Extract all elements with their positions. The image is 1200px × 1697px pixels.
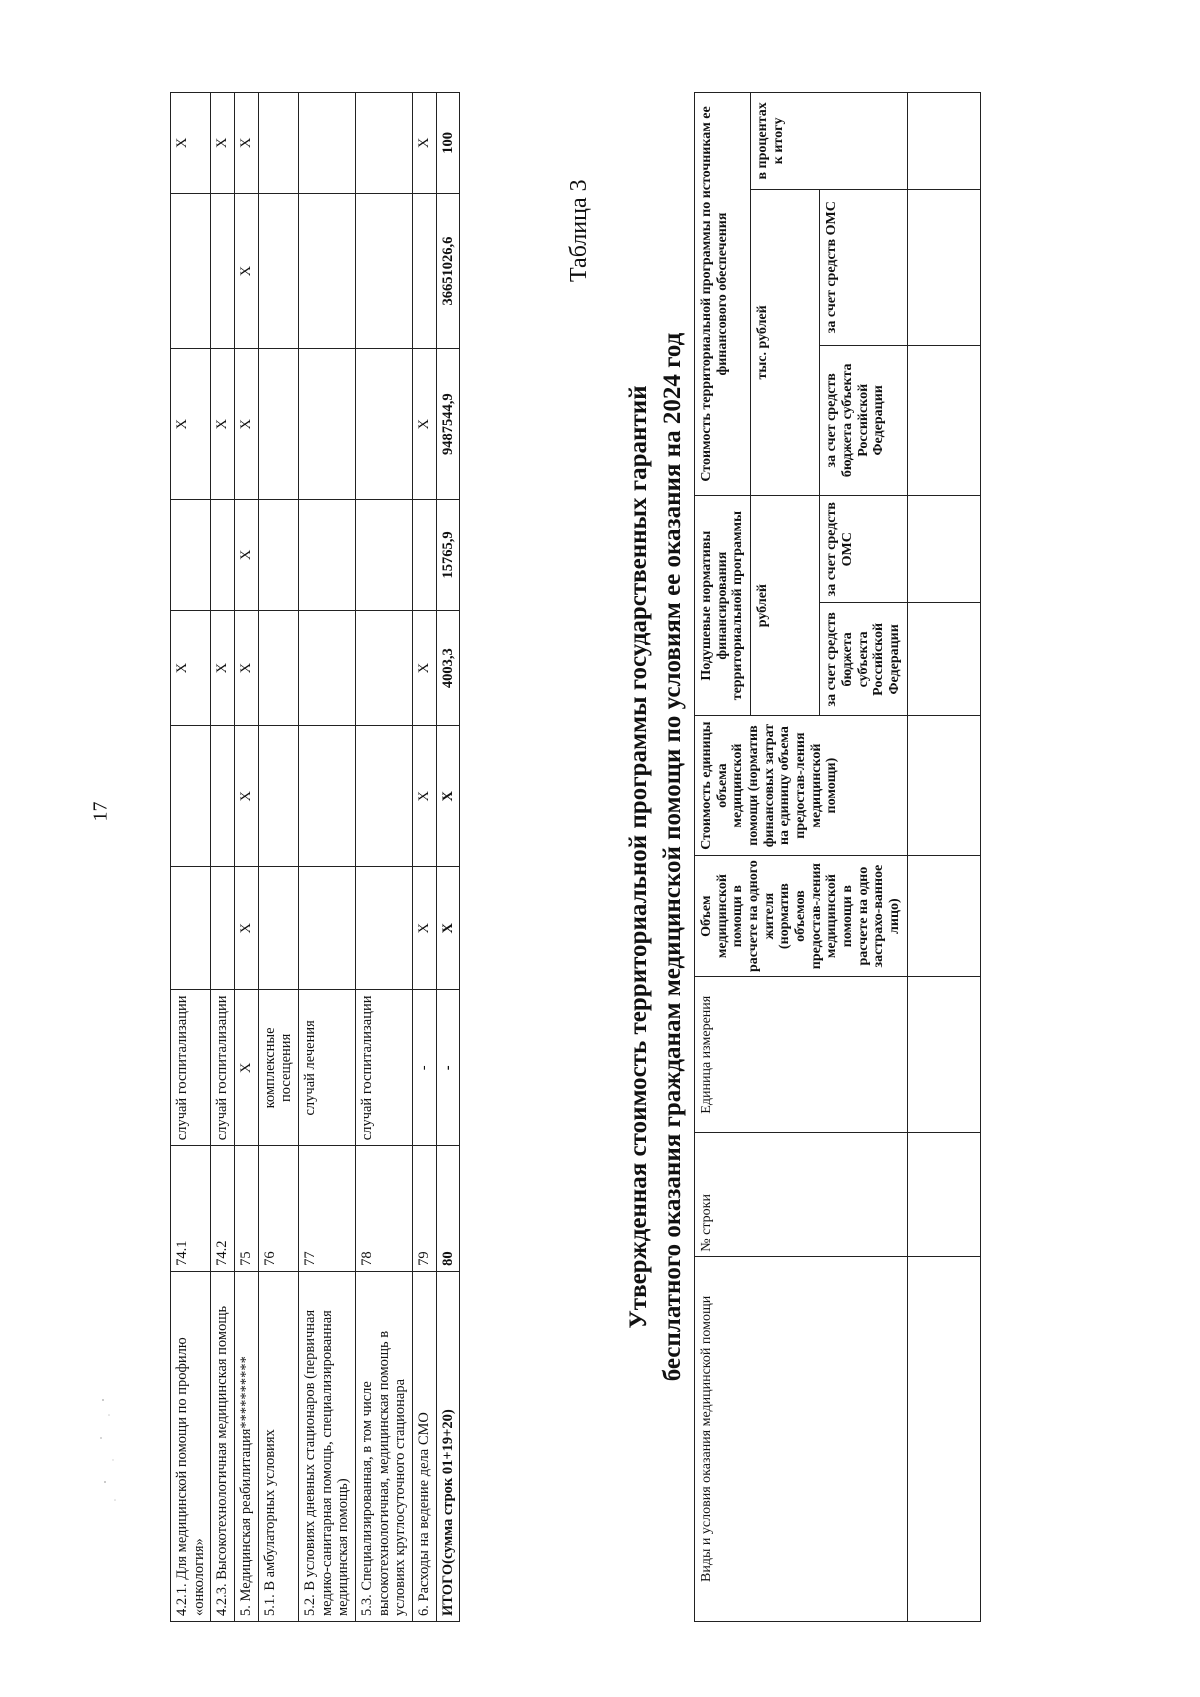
cell-percent: X — [211, 93, 235, 194]
cell-cost — [171, 726, 211, 866]
cell-cost: X — [235, 726, 259, 866]
scan-artifact — [95, 1390, 125, 1510]
cell-norm-oms — [356, 500, 413, 611]
header-per-capita: Подушевые нормативы финансирования территориальной программы — [695, 496, 751, 716]
cell-name: 5.2. В условиях дневных стационаров (первичная медико-санитарная помощь, специализированная медицинская помощь) — [299, 1271, 356, 1621]
cell-unit: случай лечения — [299, 990, 356, 1146]
table-row — [171, 93, 211, 1622]
cell-norm-budget: X — [235, 610, 259, 726]
cell-percent: X — [413, 93, 437, 194]
cell-norm-budget — [299, 610, 356, 726]
cell-volume: X — [413, 866, 437, 990]
cell-line: 79 — [413, 1146, 437, 1272]
cell-total-budget: X — [235, 349, 259, 500]
cell-line: 74.2 — [211, 1146, 235, 1272]
table-row — [436, 93, 460, 1622]
rotated-content — [170, 92, 1070, 1622]
cell-line: 75 — [235, 1146, 259, 1272]
header-oms-2: за счет средств ОМС — [820, 189, 907, 345]
table-row — [235, 93, 259, 1622]
cell-name: 5. Медицинская реабилитация********** — [235, 1271, 259, 1621]
cell-total-budget: X — [413, 349, 437, 500]
cell-percent — [299, 93, 356, 194]
cell-total-budget — [258, 349, 298, 500]
cell-percent: X — [235, 93, 259, 194]
cell-total-oms — [211, 193, 235, 349]
cell-norm-budget — [356, 610, 413, 726]
cell-cost — [211, 726, 235, 866]
cell-total-budget: X — [211, 349, 235, 500]
cell-name: ИТОГО(сумма строк 01+19+20) — [436, 1271, 460, 1621]
cell-norm-budget: X — [413, 610, 437, 726]
cell-percent — [356, 93, 413, 194]
table-row — [299, 93, 356, 1622]
upper-table-body — [171, 93, 460, 1622]
upper-table — [170, 92, 460, 1622]
cell-line: 76 — [258, 1146, 298, 1272]
cell-line: 74.1 — [171, 1146, 211, 1272]
cell-total-oms: 36651026,6 — [436, 193, 460, 349]
cell-unit: случай госпитализации — [211, 990, 235, 1146]
header-unit: Единица измерения — [695, 977, 908, 1133]
cell-norm-oms — [258, 500, 298, 611]
cell-volume — [258, 866, 298, 990]
table-row — [211, 93, 235, 1622]
cell-cost — [356, 726, 413, 866]
cell-total-oms — [356, 193, 413, 349]
cell-norm-budget: X — [211, 610, 235, 726]
empty-row — [907, 93, 980, 1622]
cell-volume — [299, 866, 356, 990]
cell-name: 4.2.3. Высокотехнологичная медицинская помощь — [211, 1271, 235, 1621]
page-number: 17 — [89, 801, 112, 822]
header-cost: Стоимость единицы объема медицинской помощи (норматив финансовых затрат на единицу объема предостав-ления медицинской помощи) — [695, 716, 908, 856]
cell-norm-budget: 4003,3 — [436, 610, 460, 726]
cell-unit: - — [436, 990, 460, 1146]
header-line: № строки — [695, 1133, 908, 1257]
cell-name: 5.3. Специализированная, в том числе высокотехнологичная, медицинская помощь в условиях круглосуточного стационара — [356, 1271, 413, 1621]
cell-volume — [171, 866, 211, 990]
cell-name: 4.2.1. Для медицинской помощи по профилю «онкология» — [171, 1271, 211, 1621]
cell-norm-budget — [258, 610, 298, 726]
cell-total-oms — [171, 193, 211, 349]
cell-total-budget: 9487544,9 — [436, 349, 460, 500]
cell-name: 5.1. В амбулаторных условиях — [258, 1271, 298, 1621]
cell-unit: случай госпитализации — [356, 990, 413, 1146]
cell-percent — [258, 93, 298, 194]
table-label: Таблица 3 — [566, 179, 592, 282]
header-budget: за счет средств бюджета субъекта Российской Федерации — [820, 603, 907, 716]
cell-volume — [356, 866, 413, 990]
cell-line: 78 — [356, 1146, 413, 1272]
cell-norm-oms — [211, 500, 235, 611]
header-oms: за счет средств ОМС — [820, 496, 907, 603]
cell-line: 80 — [436, 1146, 460, 1272]
cell-unit: - — [413, 990, 437, 1146]
header-kind: Виды и условия оказания медицинской помощи — [695, 1256, 908, 1621]
cell-total-budget: X — [171, 349, 211, 500]
cell-cost: X — [436, 726, 460, 866]
cell-total-oms — [299, 193, 356, 349]
cell-unit: комплексные посещения — [258, 990, 298, 1146]
cell-line: 77 — [299, 1146, 356, 1272]
header-volume: Объем медицинской помощи в расчете на одного жителя (норматив объемов предостав-ления медицинской помощи в расчете на одно застрахо-ванное лицо) — [695, 855, 908, 976]
cell-norm-oms — [299, 500, 356, 611]
cell-percent: 100 — [436, 93, 460, 194]
cell-name: 6. Расходы на ведение дела СМО — [413, 1271, 437, 1621]
cell-cost: X — [413, 726, 437, 866]
cell-total-budget — [299, 349, 356, 500]
header-budget-2: за счет средств бюджета субъекта Российской Федерации — [820, 345, 907, 495]
cell-cost — [299, 726, 356, 866]
cell-percent: X — [171, 93, 211, 194]
cell-norm-oms: 15765,9 — [436, 500, 460, 611]
table-row — [356, 93, 413, 1622]
cell-unit: X — [235, 990, 259, 1146]
title-line-2: бесплатного оказания гражданам медицинской помощи по условиям ее оказания на 2024 год — [658, 332, 686, 1382]
cell-total-oms: X — [235, 193, 259, 349]
cell-cost — [258, 726, 298, 866]
cell-total-oms — [258, 193, 298, 349]
header-rubles: рублей — [751, 496, 820, 716]
cell-volume: X — [235, 866, 259, 990]
cell-unit: случай госпитализации — [171, 990, 211, 1146]
header-thousand-rubles: тыс. рублей — [751, 189, 820, 495]
title-line-1: Утвержденная стоимость территориальной программы государственных гарантий — [625, 385, 652, 1329]
cell-norm-oms: X — [235, 500, 259, 611]
table-row — [413, 93, 437, 1622]
cell-volume — [211, 866, 235, 990]
table-row — [258, 93, 298, 1622]
header-program-cost: Стоимость территориальной программы по источникам ее финансового обеспечения — [695, 93, 751, 496]
page-title — [622, 92, 690, 1622]
cell-volume: X — [436, 866, 460, 990]
cell-norm-oms — [171, 500, 211, 611]
lower-table — [694, 92, 981, 1622]
cell-norm-budget: X — [171, 610, 211, 726]
cell-total-budget — [356, 349, 413, 500]
cell-total-oms — [413, 193, 437, 349]
cell-norm-oms — [413, 500, 437, 611]
header-percent: в процентах к итогу — [751, 93, 908, 190]
